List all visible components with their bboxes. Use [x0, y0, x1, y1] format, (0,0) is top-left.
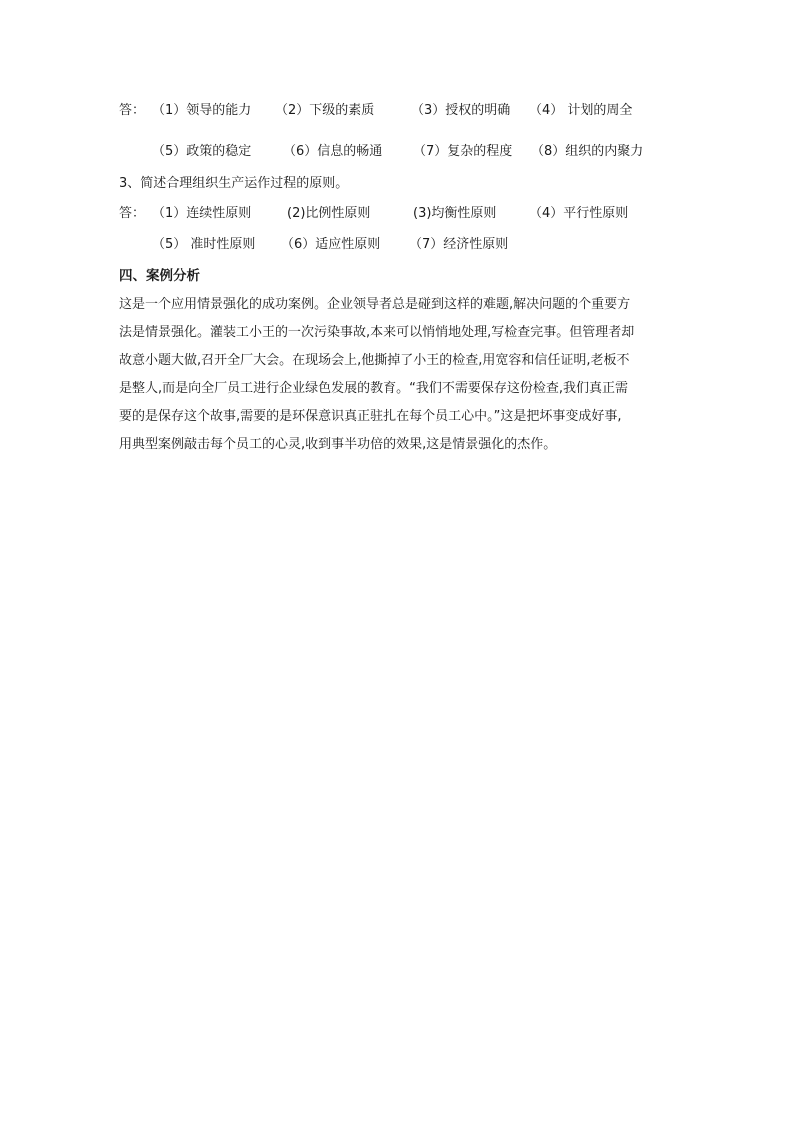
answer3-item-1: （1）连续性原则	[152, 206, 252, 221]
answer3-item-5: （5） 准时性原则	[152, 237, 256, 252]
case-analysis-paragraph	[119, 291, 691, 459]
answer3-item-6: （6）适应性原则	[281, 237, 381, 252]
paragraph-line-2: 法是情景强化。灌装工小王的一次污染事故,本来可以悄悄地处理,写检查完事。但管理者却	[119, 325, 635, 340]
answer3-item-2: (2)比例性原则	[287, 206, 371, 221]
paragraph-line-1: 这是一个应用情景强化的成功案例。企业领导者总是碰到这样的难题,解决问题的个重要方	[119, 297, 631, 312]
paragraph-line-3: 故意小题大做,召开全厂大会。在现场会上,他撕掉了小王的检查,用宽容和信任证明,老板不	[119, 353, 630, 368]
paragraph-line-5: 要的是保存这个故事,需要的是环保意识真正驻扎在每个员工心中。”这是把坏事变成好事,	[119, 409, 622, 424]
answer3-item-3: (3)均衡性原则	[413, 206, 497, 221]
answer3-item-7: （7）经济性原则	[409, 237, 509, 252]
answer2-prefix: 答：	[119, 103, 146, 118]
answer2-item-7: （7）复杂的程度	[413, 144, 513, 159]
answer2-item-2: （2）下级的素质	[275, 103, 375, 118]
section4-heading: 四、案例分析	[119, 268, 200, 284]
answer2-item-4: （4） 计划的周全	[529, 103, 633, 118]
answer2-item-8: （8）组织的内聚力	[531, 144, 644, 159]
answer2-item-6: （6）信息的畅通	[283, 144, 383, 159]
paragraph-line-4: 是整人,而是向全厂员工进行企业绿色发展的教育。“我们不需要保存这份检查,我们真正需	[119, 381, 629, 396]
answer2-item-3: （3）授权的明确	[411, 103, 511, 118]
question3-text: 3、简述合理组织生产运作过程的原则。	[119, 176, 349, 191]
answer2-item-1: （1）领导的能力	[152, 103, 252, 118]
answer3-prefix: 答：	[119, 206, 146, 221]
answer3-item-4: （4）平行性原则	[529, 206, 629, 221]
answer2-item-5: （5）政策的稳定	[152, 144, 252, 159]
paragraph-line-6: 用典型案例敲击每个员工的心灵,收到事半功倍的效果,这是情景强化的杰作。	[119, 437, 557, 452]
